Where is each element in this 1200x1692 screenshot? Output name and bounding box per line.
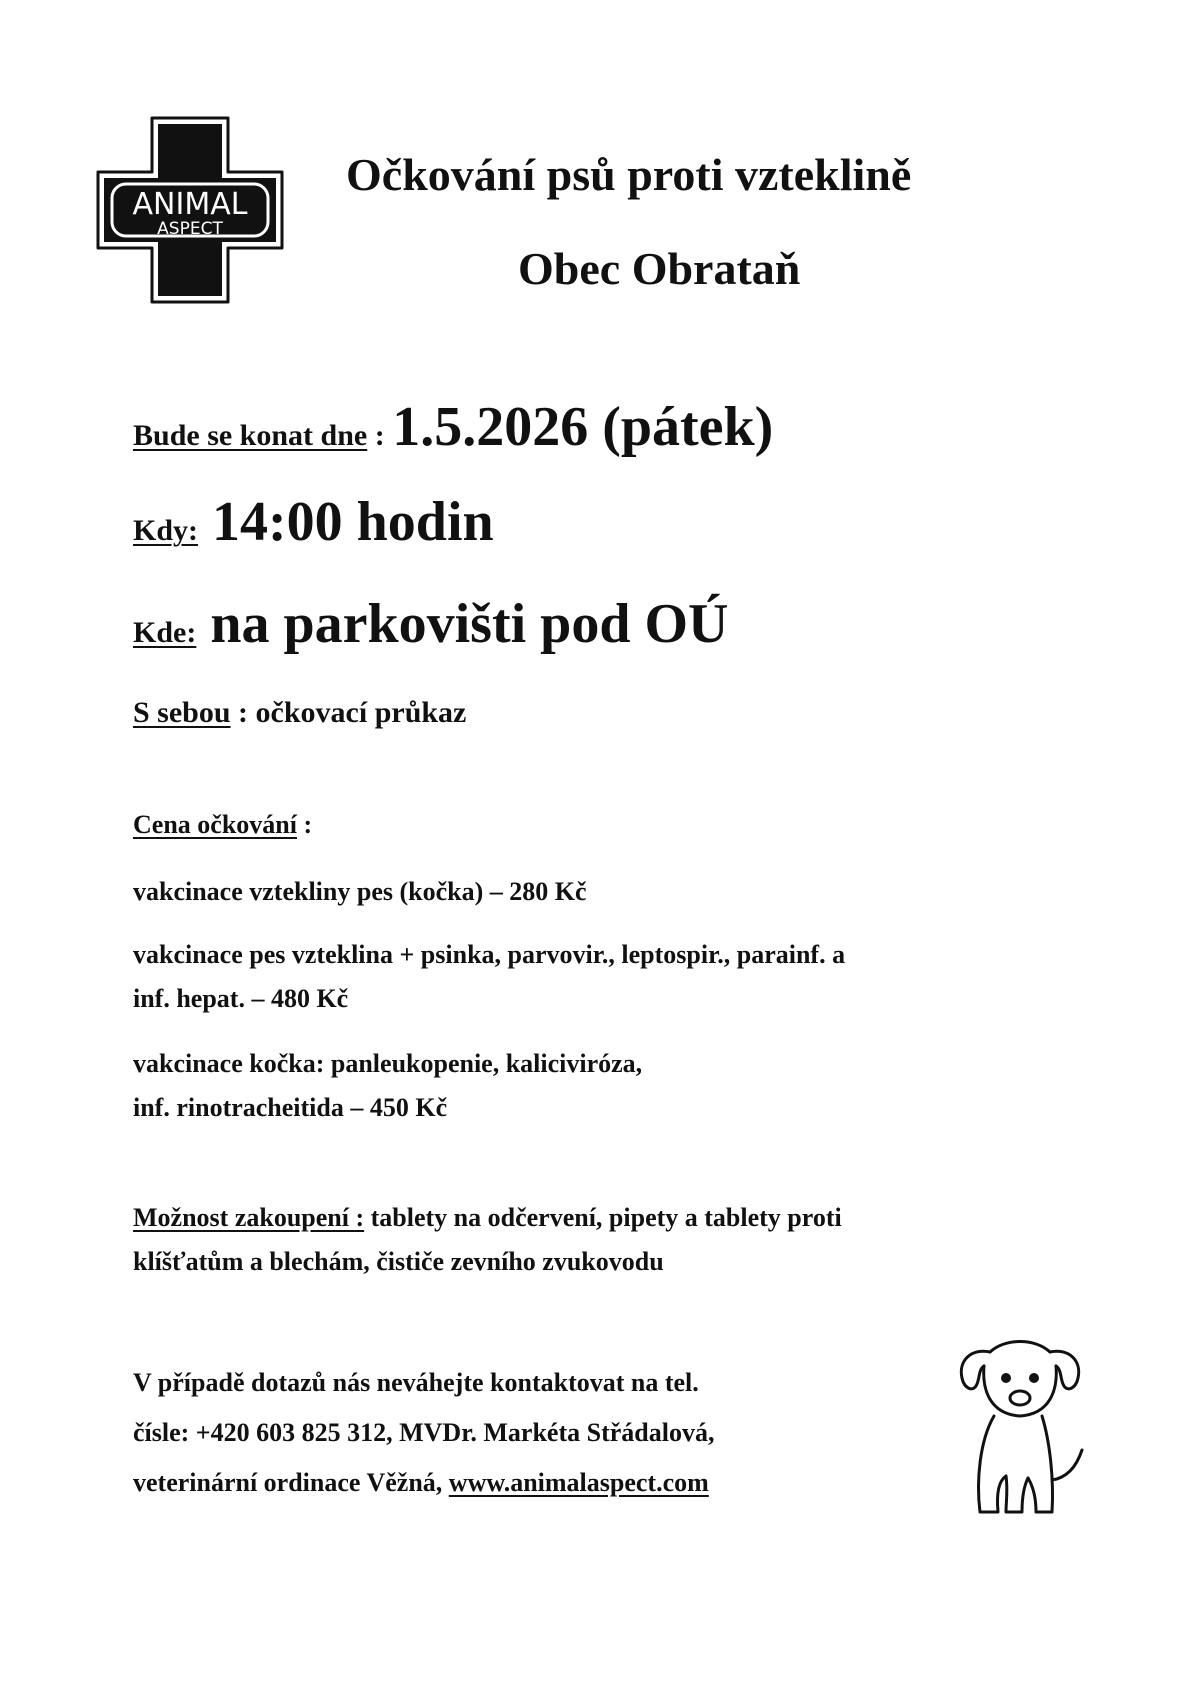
price-item-1: vakcinace vztekliny pes (kočka) – 280 Kč bbox=[133, 877, 587, 906]
contact-line-1: V případě dotazů nás neváhejte kontaktovat na tel. bbox=[133, 1368, 699, 1397]
date-row bbox=[133, 395, 773, 459]
logo-text-aspect: ASPECT bbox=[157, 219, 223, 239]
purchase-line-1 bbox=[133, 1203, 842, 1233]
contact-clinic: veterinární ordinace Věžná, bbox=[133, 1468, 449, 1497]
website-link[interactable]: www.animalaspect.com bbox=[448, 1468, 709, 1497]
bring-value: : očkovací průkaz bbox=[230, 696, 467, 729]
bring-row bbox=[133, 696, 466, 730]
page-title: Očkování psů proti vzteklině bbox=[346, 149, 912, 200]
dog-icon bbox=[950, 1330, 1090, 1520]
purchase-line-2: klíšťatům a blechám, čističe zevního zvukovodu bbox=[133, 1247, 664, 1276]
purchase-text: tablety na odčervení, pipety a tablety proti bbox=[364, 1203, 842, 1232]
page-subtitle: Obec Obrataň bbox=[518, 243, 801, 294]
date-separator: : bbox=[367, 419, 393, 452]
date-value: 1.5.2026 (pátek) bbox=[392, 396, 774, 458]
place-row bbox=[133, 592, 728, 656]
time-row bbox=[133, 490, 494, 554]
price-item-2-line-2: inf. hepat. – 480 Kč bbox=[133, 984, 349, 1013]
bring-label: S sebou bbox=[133, 696, 231, 729]
animal-aspect-logo bbox=[90, 110, 290, 310]
purchase-label: Možnost zakoupení : bbox=[133, 1203, 365, 1232]
logo-text-animal: ANIMAL bbox=[132, 187, 248, 222]
price-item-3-line-2: inf. rinotracheitida – 450 Kč bbox=[133, 1093, 448, 1122]
price-item-2-line-1: vakcinace pes vzteklina + psinka, parvovir., leptospir., parainf. a bbox=[133, 940, 846, 969]
time-label: Kdy: bbox=[133, 514, 199, 547]
price-heading-suffix: : bbox=[296, 810, 313, 839]
price-heading bbox=[133, 810, 312, 840]
contact-line-3 bbox=[133, 1468, 709, 1498]
place-label: Kde: bbox=[133, 616, 197, 649]
time-value: 14:00 hodin bbox=[198, 491, 494, 553]
price-heading-label: Cena očkování bbox=[133, 810, 297, 839]
contact-line-2: čísle: +420 603 825 312, MVDr. Markéta Střádalová, bbox=[133, 1418, 715, 1447]
price-item-3-line-1: vakcinace kočka: panleukopenie, kaliciviróza, bbox=[133, 1049, 643, 1078]
date-label: Bude se konat dne bbox=[133, 419, 368, 452]
place-value: na parkovišti pod OÚ bbox=[196, 593, 729, 655]
